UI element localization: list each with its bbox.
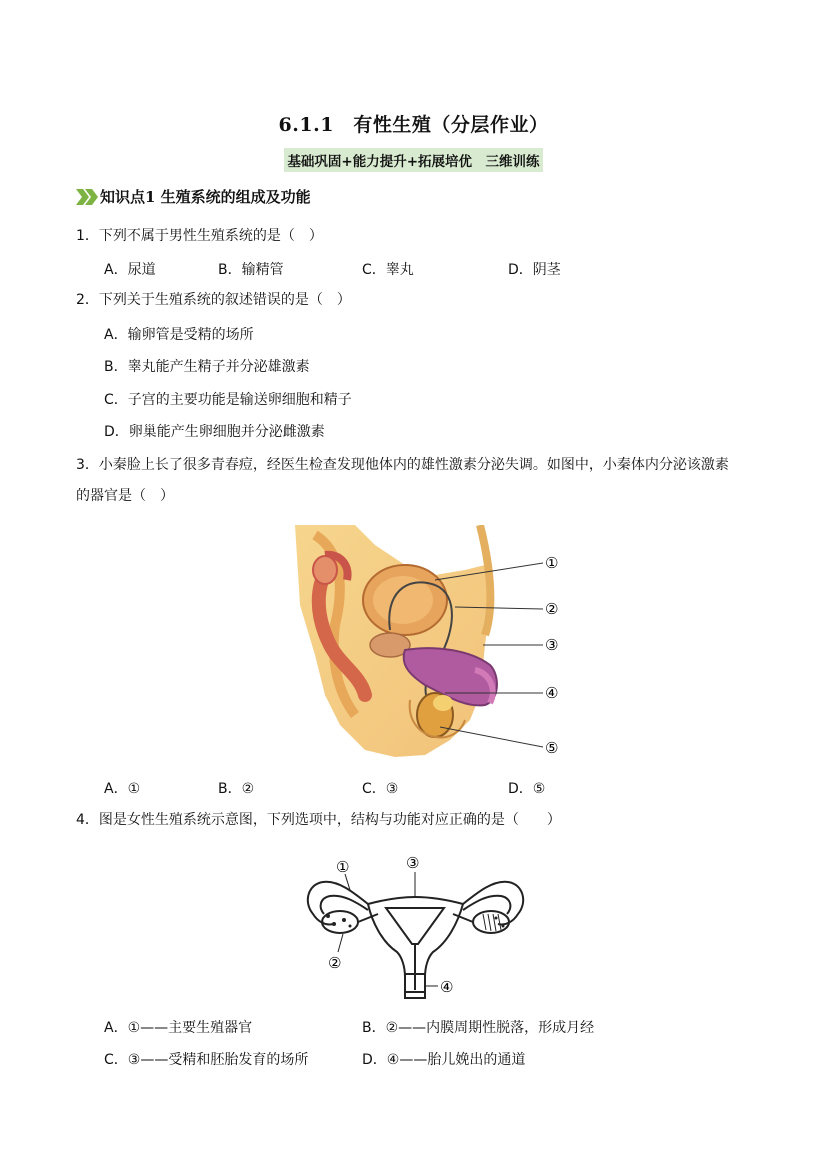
section-heading xyxy=(76,186,311,207)
male-label-3: ③ xyxy=(545,636,559,654)
female-label-3: ③ xyxy=(406,854,420,872)
subtitle-row xyxy=(0,148,827,172)
q1-option-d[interactable]: D．阴茎 xyxy=(508,262,561,278)
q1-option-a[interactable]: A．尿道 xyxy=(104,262,156,278)
q3-option-c[interactable]: C．③ xyxy=(362,781,399,797)
double-chevron-icon xyxy=(76,189,98,205)
male-label-5: ⑤ xyxy=(545,739,559,757)
q1-option-c[interactable]: C．睾丸 xyxy=(362,262,414,278)
female-label-1: ① xyxy=(336,858,350,876)
subtitle: 基础巩固+能力提升+拓展培优 三维训练 xyxy=(284,148,542,172)
question-1-stem: 1．下列不属于男性生殖系统的是（ ） xyxy=(76,228,323,244)
q4-option-a[interactable]: A．①——主要生殖器官 xyxy=(104,1020,253,1036)
q3-option-a[interactable]: A．① xyxy=(104,781,141,797)
male-label-2: ② xyxy=(545,600,559,618)
male-label-4: ④ xyxy=(545,684,559,702)
question-2-stem: 2．下列关于生殖系统的叙述错误的是（ ） xyxy=(76,292,351,308)
female-label-4: ④ xyxy=(440,978,454,996)
q2-option-d[interactable]: D．卵巢能产生卵细胞并分泌雌激素 xyxy=(104,424,325,440)
question-3-stem-line2: 的器官是（ ） xyxy=(76,488,174,504)
question-4-stem: 4．图是女性生殖系统示意图，下列选项中，结构与功能对应正确的是（ ） xyxy=(76,812,561,828)
q2-option-b[interactable]: B．睾丸能产生精子并分泌雄激素 xyxy=(104,359,310,375)
question-3-stem-line1: 3．小秦脸上长了很多青春痘，经医生检查发现他体内的雄性激素分泌失调。如图中，小秦体内分泌该激素 xyxy=(76,457,729,473)
q1-option-b[interactable]: B．输精管 xyxy=(218,262,284,278)
page-title: 6.1.1 有性生殖（分层作业） xyxy=(278,114,549,136)
q4-option-b[interactable]: B．②——内膜周期性脱落，形成月经 xyxy=(362,1020,595,1036)
q3-option-b[interactable]: B．② xyxy=(218,781,255,797)
female-label-2: ② xyxy=(328,954,342,972)
female-reproductive-diagram xyxy=(298,852,533,1000)
section-title: 知识点1 生殖系统的组成及功能 xyxy=(100,188,311,206)
q3-option-d[interactable]: D．⑤ xyxy=(508,781,546,797)
male-reproductive-diagram xyxy=(285,525,570,760)
q2-option-c[interactable]: C．子宫的主要功能是输送卵细胞和精子 xyxy=(104,392,352,408)
q4-option-d[interactable]: D．④——胎儿娩出的通道 xyxy=(362,1052,526,1068)
male-label-1: ① xyxy=(545,554,559,572)
q4-option-c[interactable]: C．③——受精和胚胎发育的场所 xyxy=(104,1052,309,1068)
q2-option-a[interactable]: A．输卵管是受精的场所 xyxy=(104,327,254,343)
